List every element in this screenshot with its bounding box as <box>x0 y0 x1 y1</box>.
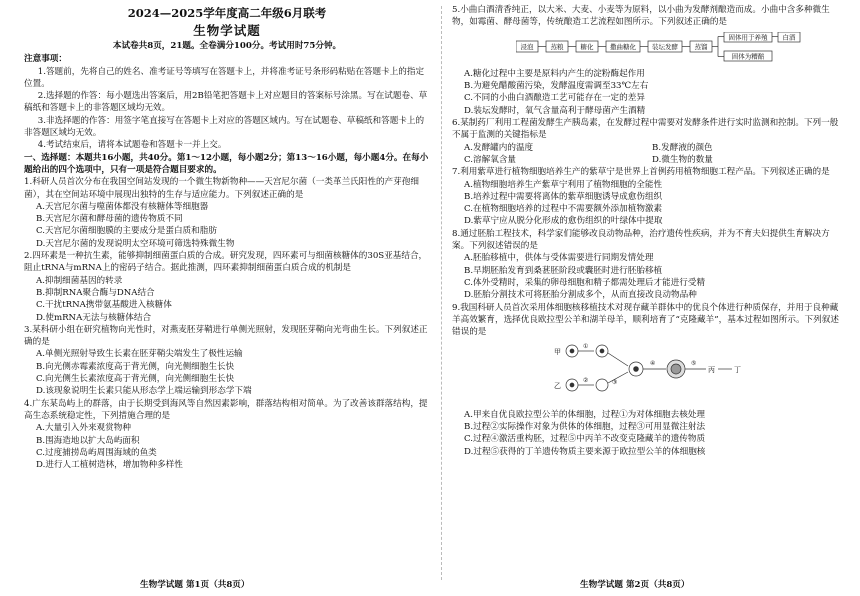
question-stem: 7.利用紫草进行植物细胞培养生产的紫草宁是世界上首例药用植物细胞工程产品。下列叙述正确的是 <box>452 167 830 178</box>
option-b: B.为避免醋酸菌污染，发酵温度需调至33℃左右 <box>464 81 649 92</box>
option-a: A.甲来自优良欧拉型公羊的体细胞，过程①为对体细胞去核处理 <box>464 409 706 420</box>
label-yi: 乙 <box>554 382 561 391</box>
flow-step: 白酒 <box>782 33 796 42</box>
option-a: A.胚胎移植中，供体与受体需要进行同期发情处理 <box>464 253 654 264</box>
option-b: B.过程②实际操作对象为供体的体细胞，过程③可用显微注射法 <box>464 422 706 433</box>
flow-branch: 固体为糟醅 <box>731 52 765 61</box>
exam-info: 本试卷共8页，21题。全卷满分100分。考试用时75分钟。 <box>112 41 342 51</box>
step-5: ⑤ <box>691 360 697 368</box>
option-d: D.胚胎分割技术可将胚胎分割成多个，从而直接改良动物品种 <box>464 290 697 301</box>
option-c: C.过度捕捞岛屿周围海域的鱼类 <box>36 447 157 458</box>
option-b: B.抑制RNA聚合酶与DNA结合 <box>36 287 155 298</box>
page-footer-right: 生物学试题 第2页（共8页） <box>580 580 690 590</box>
notice-item: 1.答题前，先将自己的姓名、准考证号等填写在答题卡上，并将准考证号条形码粘贴在答题卡上的指定位置。 <box>24 66 425 89</box>
option-c: C.天宫尼尔菌细胞膜的主要成分是蛋白质和脂肪 <box>36 226 217 237</box>
question-2 <box>24 250 430 324</box>
flow-step: 糖化 <box>580 42 594 51</box>
option-a: A.糖化过程中主要是原料内产生的淀粉酶起作用 <box>464 68 645 79</box>
left-page <box>24 4 430 471</box>
right-page <box>452 4 840 458</box>
notice-item: 4.考试结束后，请将本试题卷和答题卡一并上交。 <box>37 140 227 151</box>
option-a: A.大量引入外来观赏物种 <box>36 423 131 434</box>
option-d: D.进行人工植树造林，增加物种多样性 <box>36 460 183 471</box>
option-c: C.不同的小曲白酒酿造工艺可能存在一定的差异 <box>464 93 645 104</box>
question-4 <box>24 398 430 472</box>
option-c: C.过程④激活重构胚，过程⑤中丙羊不改变克隆藏羊的遗传物质 <box>464 434 706 445</box>
option-a: A.发酵罐内的温度 <box>464 142 534 153</box>
flow-step: 浸泡 <box>520 42 534 51</box>
option-c: C.在植物细胞培养的过程中不需要额外添加植物激素 <box>464 204 663 215</box>
question-7 <box>452 166 840 227</box>
option-d: D.使mRNA无法与核糖体结合 <box>36 312 152 323</box>
option-c: C.体外受精时，采集的卵母细胞和精子都需处理后才能进行受精 <box>464 277 706 288</box>
question-stem: 6.某制药厂利用工程菌发酵生产胰岛素，在发酵过程中需要对发酵条件进行实时监测和控制。下列一般不属于监测的关键指标是 <box>452 118 839 141</box>
option-d: D.过程⑤获得的丁羊遗传物质主要来源于欧拉型公羊的体细胞核 <box>464 446 706 457</box>
option-b: B.培养过程中需要将离体的紫草细胞诱导成愈伤组织 <box>464 191 663 202</box>
step-2: ② <box>583 377 589 385</box>
question-stem: 8.通过胚胎工程技术，科学家们能够改良动物品种，治疗遗传性疾病，并为不育夫妇提供生育解决方案。下列叙述错误的是 <box>452 228 830 252</box>
question-6 <box>452 117 840 166</box>
question-stem: 4.广东某岛屿上的群落，由于长期受到海风等自然因素影响，群落结构相对简单。为了改善该群落结构，提高生态系统稳定性，下列措施合理的是 <box>24 398 428 421</box>
flow-step: 蒸粮 <box>550 42 564 51</box>
label-ding: 丁 <box>734 366 741 375</box>
option-c: C.溶解氧含量 <box>464 154 517 165</box>
notice-item: 2.选择题的作答：每小题选出答案后，用2B铅笔把答题卡上对应题目的答案标号涂黑。写在试题卷、草稿纸和答题卡上的非答题区域均无效。 <box>24 91 428 114</box>
option-a: A.植物细胞培养生产紫草宁利用了植物细胞的全能性 <box>464 179 663 190</box>
exam-title: 2024—2025学年度高二年级6月联考 <box>127 6 327 20</box>
question-stem: 2.四环素是一种抗生素，能够抑制细菌蛋白质的合成。研究发现，四环素可与细菌核糖体的30S亚基结合，阻止tRNA与mRNA上的密码子结合。据此推测，四环素抑制细菌蛋白质合成的机制是 <box>24 251 428 274</box>
question-5 <box>452 4 840 117</box>
flow-step: 装坛发酵 <box>652 42 678 51</box>
label-bing: 丙 <box>708 366 715 375</box>
option-b: B.向光侧赤霉素浓度高于背光侧，向光侧细胞生长快 <box>36 361 235 372</box>
question-stem: 3.某科研小组在研究植物向光性时，对燕麦胚芽鞘进行单侧光照射，发现胚芽鞘向光弯曲生长。下列叙述正确的是 <box>24 324 428 348</box>
flow-step: 蒸馏 <box>694 42 708 51</box>
option-b: B.天宫尼尔菌和酵母菌的遗传物质不同 <box>36 214 183 225</box>
option-b: B.围海造地以扩大岛屿面积 <box>36 435 140 446</box>
section-heading: 一、选择题：本题共16小题，共40分。第1～12小题，每小题2分；第13～16小题，每小题4分。在每小题给出的四个选项中，只有一项是符合题目要求的。 <box>24 152 429 175</box>
option-d: D.该现象说明生长素只能从形态学上端运输到形态学下端 <box>36 386 252 397</box>
option-d: D.紫草宁应从脱分化形成的愈伤组织的叶绿体中提取 <box>464 216 663 227</box>
step-1: ① <box>583 343 589 351</box>
question-1 <box>24 176 430 250</box>
step-4: ④ <box>650 360 656 368</box>
notice-heading: 注意事项： <box>24 54 67 65</box>
option-d: D.装坛发酵时，氧气含量高利于酵母菌产生酒精 <box>464 105 646 116</box>
option-d: D.天宫尼尔菌的发现说明太空环境可筛选特殊微生物 <box>36 238 235 249</box>
option-c: C.向光侧生长素浓度高于背光侧，向光侧细胞生长快 <box>36 374 235 385</box>
option-a: A.抑制细菌基因的转录 <box>36 275 123 286</box>
option-a: A.天宫尼尔菌与噬菌体都没有核糖体等细胞器 <box>36 201 209 212</box>
flow-branch: 固体用于养殖 <box>728 33 768 42</box>
question-stem: 5.小曲白酒清香纯正，以大米、大麦、小麦等为原料，以小曲为发酵剂酿造而成。小曲中含多种微生物，如霉菌、酵母菌等，传统酿造工艺流程如图所示。下列叙述正确的是 <box>452 5 830 28</box>
cloning-process-diagram <box>552 340 772 402</box>
page-divider <box>441 6 442 580</box>
step-3: ③ <box>612 379 618 387</box>
question-stem: 1.科研人员首次分布在我国空间站发现的一个微生物新物种——天宫尼尔菌（一类革兰氏阳性的产芽孢细菌），其在空间站环境中展现出独特的生存与适应能力。下列叙述正确的是 <box>24 177 419 200</box>
exam-subtitle: 生物学试题 <box>193 23 261 38</box>
option-a: A.单侧光照射导致生长素在胚芽鞘尖端发生了极性运输 <box>36 349 243 360</box>
page-footer-left: 生物学试题 第1页（共8页） <box>140 580 250 590</box>
option-d: D.微生物的数量 <box>652 154 713 165</box>
label-jia: 甲 <box>554 348 561 357</box>
flow-step: 撒曲糖化 <box>610 42 636 51</box>
option-c: C.干扰tRNA携带氨基酸进入核糖体 <box>36 300 172 311</box>
question-stem: 9.我国科研人员首次采用体细胞核移植技术对现存藏羊群体中的优良个体进行种质保存，并用于良种藏羊高效繁育，选择优良欧拉型公羊和湖羊母羊，顺利培育了“克隆藏羊”，基本过程如图所示。下列叙述错误的是 <box>452 302 839 338</box>
option-b: B.早期胚胎发育到桑葚胚阶段或囊胚时进行胚胎移植 <box>464 265 663 276</box>
notice-item: 3.非选择题的作答：用签字笔直接写在答题卡上对应的答题区域内。写在试题卷、草稿纸和答题卡上的非答题区域均无效。 <box>24 115 425 139</box>
brewing-flow-diagram <box>516 32 816 62</box>
question-9 <box>452 302 840 458</box>
question-3 <box>24 324 430 398</box>
question-8 <box>452 228 840 302</box>
option-b: B.发酵液的颜色 <box>652 142 713 153</box>
